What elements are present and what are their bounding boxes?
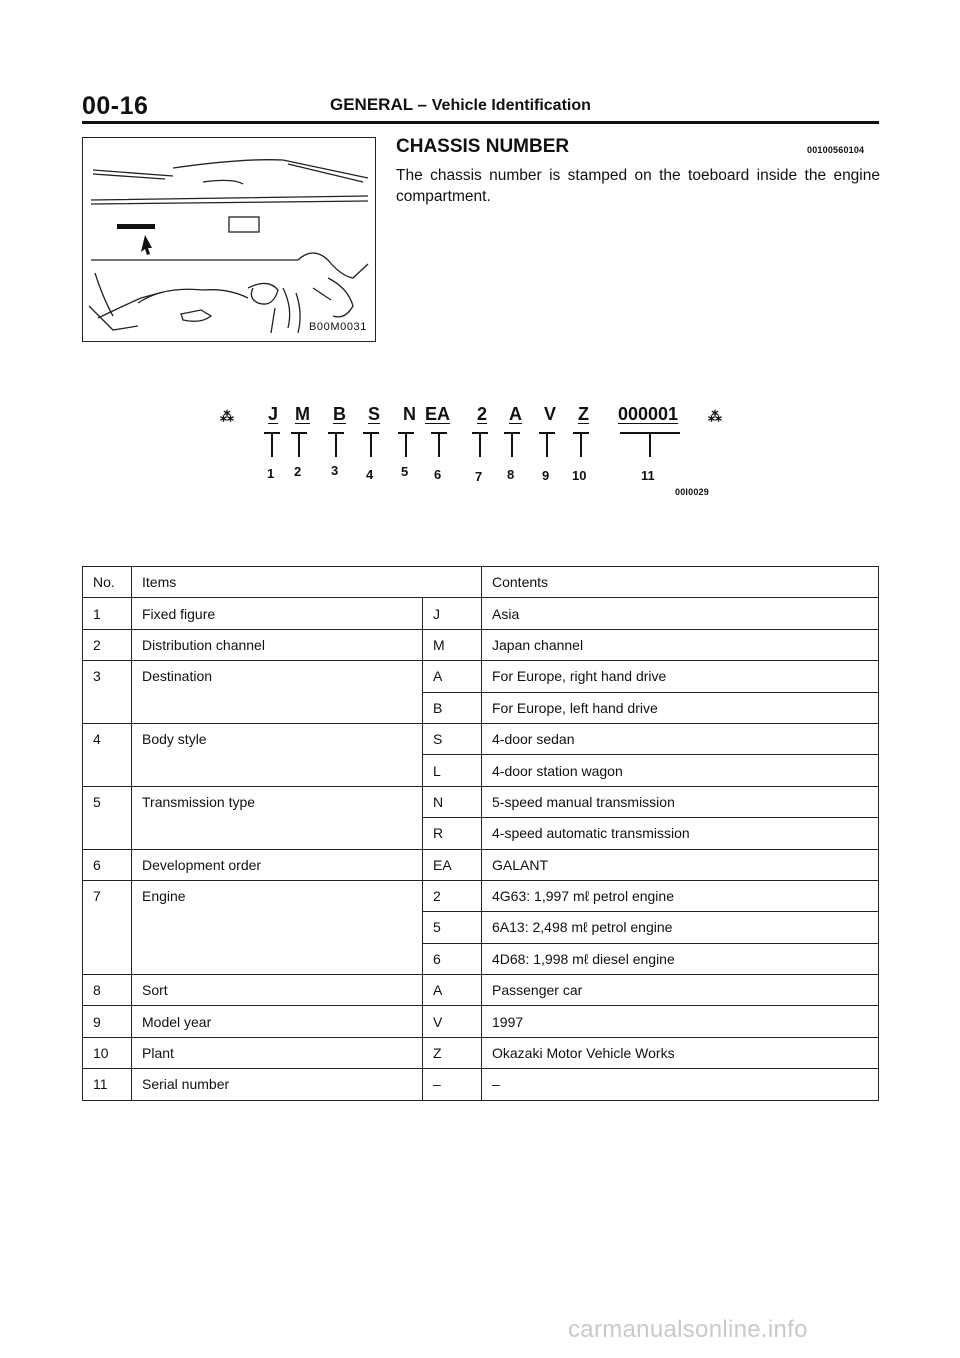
cell-no [83, 943, 132, 974]
cell-content: 4-door sedan [482, 723, 879, 754]
cell-code: N [423, 786, 482, 817]
vin-connector-line [438, 432, 440, 457]
vin-position-10: 10 [572, 468, 587, 483]
table-row [83, 1069, 879, 1100]
table-row [83, 661, 879, 692]
cell-code: A [423, 661, 482, 692]
vin-char-3: B [333, 404, 346, 424]
cell-content: Asia [482, 598, 879, 629]
vin-char-1: J [268, 404, 279, 424]
cell-code: V [423, 1006, 482, 1037]
cell-code: Z [423, 1037, 482, 1068]
cell-code: A [423, 975, 482, 1006]
table-row [83, 755, 879, 786]
vin-start-star-icon: ⁂ [220, 408, 234, 424]
cell-no: 5 [83, 786, 132, 817]
cell-content: 5-speed manual transmission [482, 786, 879, 817]
table-row [83, 692, 879, 723]
cell-content: 1997 [482, 1006, 879, 1037]
cell-content: GALANT [482, 849, 879, 880]
table-row [83, 849, 879, 880]
cell-item [132, 912, 423, 943]
vin-char-6: EA [425, 404, 451, 424]
cell-code: S [423, 723, 482, 754]
vin-breakdown-diagram [220, 396, 740, 506]
cell-content: For Europe, left hand drive [482, 692, 879, 723]
table-row [83, 629, 879, 660]
table-row [83, 723, 879, 754]
cell-content: 4-door station wagon [482, 755, 879, 786]
title-separator: – [417, 95, 428, 114]
vin-position-2: 2 [294, 464, 302, 479]
cell-content: 6A13: 2,498 mℓ petrol engine [482, 912, 879, 943]
vin-connector-line [479, 432, 481, 457]
table-row [83, 1037, 879, 1068]
table-row [83, 786, 879, 817]
cell-content: Okazaki Motor Vehicle Works [482, 1037, 879, 1068]
cell-code: 6 [423, 943, 482, 974]
cell-code: – [423, 1069, 482, 1100]
cell-item: Body style [132, 723, 423, 754]
vin-position-9: 9 [542, 468, 550, 483]
table-row [83, 880, 879, 911]
cell-item [132, 692, 423, 723]
vin-char-8: A [509, 404, 522, 424]
vin-position-5: 5 [401, 464, 409, 479]
cell-item: Destination [132, 661, 423, 692]
vin-connector-line [370, 432, 372, 457]
vin-char-5: N [403, 404, 416, 424]
section-title [330, 95, 591, 115]
header-contents: Contents [482, 567, 879, 598]
header-no: No. [83, 567, 132, 598]
vin-figure-code: 00I0029 [675, 487, 709, 497]
vin-connector-line [546, 432, 548, 457]
header-items: Items [132, 567, 482, 598]
cell-content: – [482, 1069, 879, 1100]
cell-code: B [423, 692, 482, 723]
table-row [83, 943, 879, 974]
cell-item: Sort [132, 975, 423, 1006]
vin-connector-line [511, 432, 513, 457]
vin-position-4: 4 [366, 467, 374, 482]
table-header-row [83, 567, 879, 598]
vin-char-9: V [544, 404, 557, 424]
cell-content: 4G63: 1,997 mℓ petrol engine [482, 880, 879, 911]
vin-position-3: 3 [331, 463, 339, 478]
engine-compartment-illustration [82, 137, 376, 342]
cell-no [83, 912, 132, 943]
cell-no [83, 818, 132, 849]
stamp-marker-bar [117, 224, 155, 229]
cell-no: 2 [83, 629, 132, 660]
chassis-description: The chassis number is stamped on the toeboard inside the engine compartment. [396, 167, 880, 205]
cell-no: 1 [83, 598, 132, 629]
vin-connector-line [335, 432, 337, 457]
cell-no: 4 [83, 723, 132, 754]
cell-code: 5 [423, 912, 482, 943]
cell-content: For Europe, right hand drive [482, 661, 879, 692]
pointer-arrow-icon [141, 235, 152, 255]
cell-content: 4D68: 1,998 mℓ diesel engine [482, 943, 879, 974]
vin-char-4: S [368, 404, 381, 424]
table-row [83, 975, 879, 1006]
vin-char-2: M [295, 404, 310, 424]
cell-item: Plant [132, 1037, 423, 1068]
header-rule [82, 121, 879, 124]
cell-no [83, 692, 132, 723]
cell-no: 3 [83, 661, 132, 692]
vin-position-11: 11 [641, 468, 655, 483]
cell-code: M [423, 629, 482, 660]
vin-position-1: 1 [267, 466, 275, 481]
vin-connector-line [298, 432, 300, 457]
page-header [82, 92, 879, 120]
chassis-number-heading: CHASSIS NUMBER [396, 136, 570, 157]
cell-content: Japan channel [482, 629, 879, 660]
vin-char-10: Z [578, 404, 589, 424]
cell-no: 9 [83, 1006, 132, 1037]
cell-code: EA [423, 849, 482, 880]
cell-item: Fixed figure [132, 598, 423, 629]
table-row [83, 1006, 879, 1037]
cell-item: Distribution channel [132, 629, 423, 660]
table-row [83, 912, 879, 943]
vin-char-11: 000001 [618, 404, 679, 424]
cell-item: Engine [132, 880, 423, 911]
figure-code: B00M0031 [308, 321, 367, 333]
table-row [83, 818, 879, 849]
cell-content: Passenger car [482, 975, 879, 1006]
vin-end-star-icon: ⁂ [708, 408, 722, 424]
cell-no: 11 [83, 1069, 132, 1100]
cell-item: Model year [132, 1006, 423, 1037]
cell-item: Transmission type [132, 786, 423, 817]
vin-connector-line [649, 432, 651, 457]
vin-position-8: 8 [507, 467, 515, 482]
toeboard-drawing [83, 138, 377, 343]
cell-item: Development order [132, 849, 423, 880]
cell-no: 7 [83, 880, 132, 911]
section-category: GENERAL [330, 95, 413, 114]
vin-connector-line [405, 432, 407, 457]
vin-position-6: 6 [434, 467, 442, 482]
cell-no: 10 [83, 1037, 132, 1068]
vin-position-7: 7 [475, 469, 483, 484]
cell-item [132, 943, 423, 974]
page-number: 00-16 [82, 92, 149, 120]
cell-item [132, 755, 423, 786]
cell-no: 8 [83, 975, 132, 1006]
vin-connector-line [580, 432, 582, 457]
watermark: carmanualsonline.info [568, 1316, 808, 1343]
vin-char-7: 2 [477, 404, 488, 424]
cell-no [83, 755, 132, 786]
cell-code: J [423, 598, 482, 629]
section-subtitle: Vehicle Identification [431, 97, 591, 114]
cell-no: 6 [83, 849, 132, 880]
cell-item [132, 818, 423, 849]
vin-connector-line [271, 432, 273, 457]
cell-code: L [423, 755, 482, 786]
cell-code: R [423, 818, 482, 849]
chassis-section-code: 00100560104 [807, 145, 865, 155]
cell-item: Serial number [132, 1069, 423, 1100]
vin-specification-table [82, 566, 879, 1101]
cell-content: 4-speed automatic transmission [482, 818, 879, 849]
cell-code: 2 [423, 880, 482, 911]
table-row [83, 598, 879, 629]
